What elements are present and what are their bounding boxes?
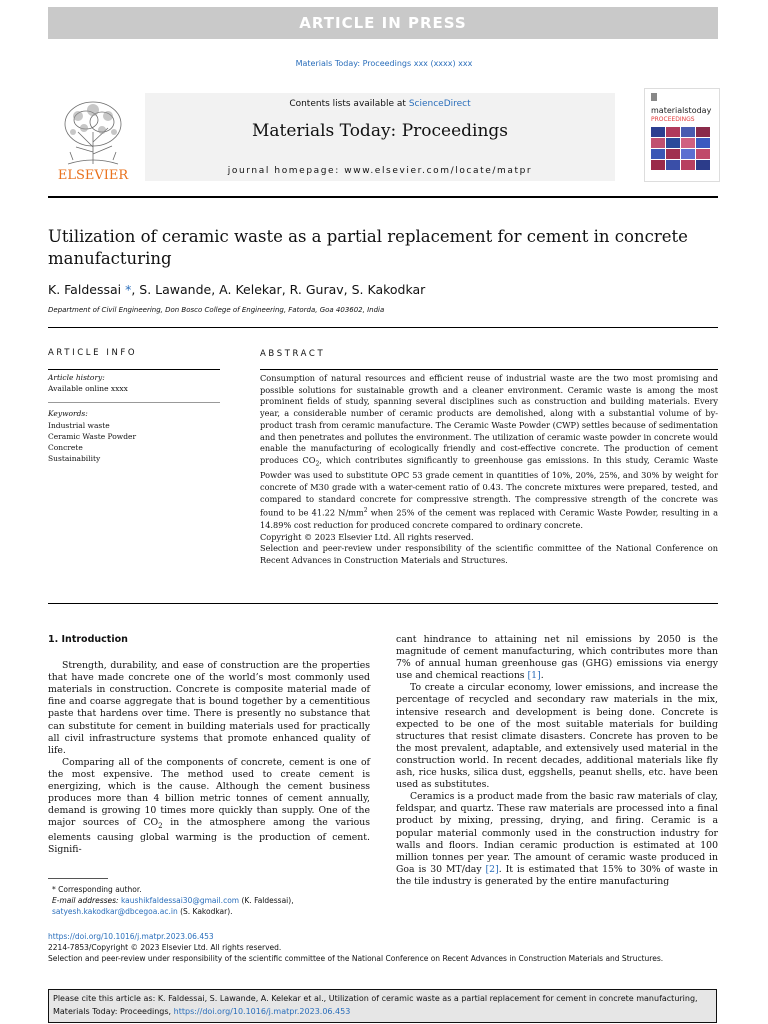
abstract-divider xyxy=(260,369,718,370)
corresponding-author-marker[interactable]: * xyxy=(125,282,132,297)
section-heading-introduction: 1. Introduction xyxy=(48,634,128,645)
sciencedirect-link[interactable]: ScienceDirect xyxy=(408,99,471,109)
author-list: K. Faldessai *, S. Lawande, A. Kelekar, R. Gurav, S. Kakodkar xyxy=(48,282,426,297)
journal-header-box xyxy=(145,93,615,181)
bottom-peer-review: Selection and peer-review under responsibility of the scientific committee of the National Conference on Recent Advances in Construction Materials and Structures. xyxy=(48,954,664,963)
svg-text:materialstoday: materialstoday xyxy=(651,106,712,115)
corresponding-author-note: * Corresponding author. xyxy=(52,885,142,894)
keywords-list xyxy=(48,420,136,464)
abstract-heading: ABSTRACT xyxy=(260,349,326,359)
footnote xyxy=(52,884,372,917)
abstract-text: Consumption of natural resources and efficient reuse of industrial waste are the two most promising and possible solutions for sustainable growth and a cleaner environment. Ceramic waste is among the most prominent fields of study, spanning several disciplines such as construction and building materials. Every year, a considerable number of ceramic products are demolished, along with a substantial volume of by-product trash from ceramic manufacture. The Ceramic Waste Powder (CWP) settles because of sedimentation and then penetrates and pollutes the environment. The utilization of ceramic waste powder in concrete would enable the manufacturing of ecologically friendly and cost-effective concrete. The production of cement produces $CO_2$, which contributes significantly to greenhouse gas emissions. In this study, Ceramic Waste Powder was used to substitute OPC 53 grade cement in quantities of 10%, 20%, 25%, and 30% by weight for concrete of M30 grade with a water-cement ratio of 0.43. The concrete mixtures were prepared, tested, and compared to standard concrete for compressive strength. The compressive strength of the concrete was found to be 41.22 $N/mm^2$ when 25% of the cement was replaced with Ceramic Waste Powder, resulting in a 14.89% cost reduction for produced concrete compared to ordinary concrete. xyxy=(260,373,718,530)
elsevier-logo xyxy=(48,92,138,184)
keyword: Ceramic Waste Powder xyxy=(48,432,137,441)
elsevier-wordmark: ELSEVIER xyxy=(57,168,129,183)
abstract-peer-review: Selection and peer-review under responsibility of the scientific committee of the National Conference on Recent Advances in Construction Materials and Structures. xyxy=(260,543,718,565)
journal-homepage[interactable]: journal homepage: www.elsevier.com/locate/matpr xyxy=(227,166,533,176)
paragraph: Comparing all of the components of concrete, cement is one of the most expensive. The method used to create cement is energizing, which is the cause. Although the cement business produces more than 4 billion metric tonnes of cement annually, demand is growing 10 times more quickly than supply. One of the major sources of $CO_2$ in the atmosphere among the various elements causing global warming is the production of cement. Signifi- xyxy=(48,756,370,856)
issn-copyright: 2214-7853/Copyright © 2023 Elsevier Ltd. All rights reserved. xyxy=(48,943,282,952)
email-addresses: E-mail addresses: kaushikfaldessai30@gmail.com (K. Faldessai), satyesh.kakodkar@dbcegoa.ac.in (S. Kakodkar). xyxy=(52,896,294,916)
contents-line: Contents lists available at ScienceDirect xyxy=(289,99,471,109)
article-info-heading: ARTICLE INFO xyxy=(48,348,138,358)
cite-this-article-box: Please cite this article as: K. Faldessai, S. Lawande, A. Kelekar et al., Utilization of ceramic waste as a partial replacement for cement in concrete manufacturing, Materials Today: Proceedings, https://doi.org/10.1016/j.matpr.2023.06.453 xyxy=(48,989,717,1023)
article-history-label: Article history: xyxy=(48,373,105,382)
article-in-press-banner: ARTICLE IN PRESS xyxy=(48,7,718,39)
keyword: Sustainability xyxy=(48,454,101,463)
abstract-body xyxy=(260,373,718,567)
keyword: Concrete xyxy=(48,443,83,452)
article-history-value: Available online xxxx xyxy=(48,384,128,393)
journal-title: Materials Today: Proceedings xyxy=(251,121,509,141)
email-link-kakodkar[interactable]: satyesh.kakodkar@dbcegoa.ac.in xyxy=(52,907,178,916)
bottom-info xyxy=(48,931,718,964)
abstract-bottom-divider xyxy=(48,603,718,604)
keywords-label: Keywords: xyxy=(48,409,88,418)
history-divider xyxy=(48,402,220,403)
doi-link[interactable]: https://doi.org/10.1016/j.matpr.2023.06.453 xyxy=(48,932,214,941)
paragraph: To create a circular economy, lower emissions, and increase the percentage of recycled and secondary raw materials in the mix, intensive research and development is being done. Concrete is expected to be one of the most suitable materials for building structures that resist climate disasters. Concrete has proven to be the most prevalent, adaptable, and extensively used material in the construction world. In recent decades, additional materials like fly ash, rice husks, silica dust, eggshells, peanut shells, etc. have been used as substitutes. xyxy=(396,682,718,791)
title-divider xyxy=(48,327,718,328)
paragraph: Strength, durability, and ease of construction are the properties that have made concrete one of the world’s most commonly used materials in construction. Concrete is composite material made of fine and coarse aggregate that is bound together by a cementitious paste that hardens over time. There is presently no substance that can substitute for cement in building materials used for practically all civil infrastructure systems that promote enhanced quality of life. xyxy=(48,660,370,756)
reference-link-1[interactable]: [1] xyxy=(527,670,541,682)
keyword: Industrial waste xyxy=(48,421,110,430)
journal-citation-line[interactable]: Materials Today: Proceedings xxx (xxxx) xxx xyxy=(295,59,473,68)
left-column xyxy=(48,634,370,856)
reference-link-2[interactable]: [2] xyxy=(485,863,499,875)
email-link-faldessai[interactable]: kaushikfaldessai30@gmail.com xyxy=(120,896,240,905)
svg-text:PROCEEDINGS: PROCEEDINGS xyxy=(651,116,695,123)
article-title: Utilization of ceramic waste as a partial replacement for cement in concrete manufacturing xyxy=(48,227,688,268)
header-divider xyxy=(48,196,718,198)
footnote-divider xyxy=(48,878,108,879)
journal-cover-image xyxy=(644,88,720,182)
article-info-divider xyxy=(48,369,220,370)
abstract-copyright: Copyright © 2023 Elsevier Ltd. All rights reserved. xyxy=(260,531,474,542)
affiliation: Department of Civil Engineering, Don Bosco College of Engineering, Fatorda, Goa 403602, India xyxy=(48,306,385,314)
cite-doi-link[interactable]: https://doi.org/10.1016/j.matpr.2023.06.453 xyxy=(173,1006,351,1016)
paragraph: Ceramics is a product made from the basic raw materials of clay, feldspar, and quartz. These raw materials are processed into a final product by mixing, pressing, drying, and firing. Ceramic is a popular material commonly used in the construction industry for walls and floors. Indian ceramic production is estimated at 100 million tonnes per year. The amount of ceramic waste produced in Goa is 30 MT/day [2]. It is estimated that 15% to 30% of waste in the tile industry is generated by the entire manufacturing xyxy=(396,791,718,887)
right-column xyxy=(396,634,718,888)
paragraph: cant hindrance to attaining net nil emissions by 2050 is the magnitude of cement manufacturing, which contributes more than 7% of annual human greenhouse gas (GHG) emissions via energy use and chemical reactions [1]. xyxy=(396,634,718,682)
